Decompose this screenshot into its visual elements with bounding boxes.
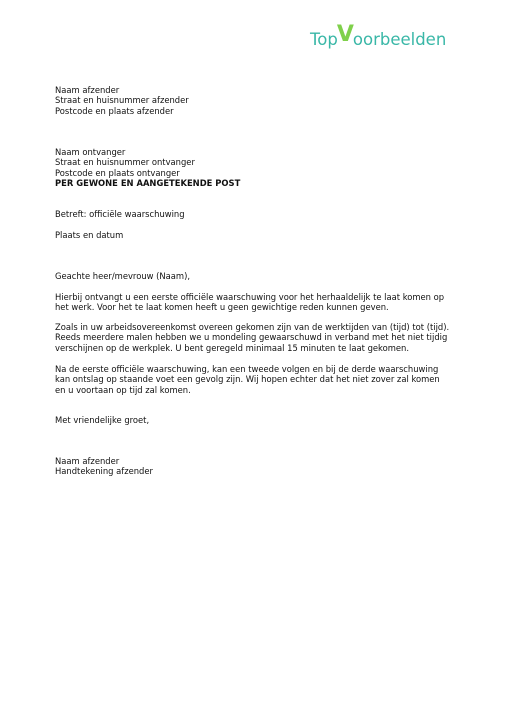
paragraph-2 bbox=[55, 322, 449, 353]
closing bbox=[55, 415, 149, 425]
closing-text: Met vriendelijke groet, bbox=[55, 415, 150, 425]
paragraph-1-line: het werk. Voor het te laat komen heeft u geen gewichtige reden kunnen geven. bbox=[55, 302, 389, 313]
place-date-text: Plaats en datum bbox=[55, 230, 124, 240]
paragraph-3-line: Na de eerste officiële waarschuwing, kan een tweede volgen en bij de derde waarschuwing bbox=[55, 364, 439, 374]
recipient-address bbox=[55, 147, 240, 188]
sender-postcode: Postcode en plaats afzender bbox=[55, 105, 174, 116]
logo-text-rest: oorbeelden bbox=[352, 30, 447, 49]
salutation bbox=[55, 271, 190, 281]
paragraph-3-line: en u voortaan op tijd zal komen. bbox=[55, 384, 191, 395]
paragraph-3-line: kan ontslag op staande voet een gevolg zijn. Wij hopen echter dat het niet zover zal komen bbox=[55, 374, 440, 385]
subject-text: Betreft: officiële waarschuwing bbox=[55, 209, 185, 219]
topvoorbeelden-logo bbox=[310, 22, 447, 51]
place-date bbox=[55, 230, 123, 240]
paragraph-2-line: Reeds meerdere malen hebben we u mondeling gewaarschuwd in verband met het niet tijdig bbox=[55, 332, 448, 343]
sender-street: Straat en huisnummer afzender bbox=[55, 95, 189, 106]
recipient-name: Naam ontvanger bbox=[55, 147, 126, 157]
recipient-postcode: Postcode en plaats ontvanger bbox=[55, 167, 180, 178]
delivery-method: PER GEWONE EN AANGETEKENDE POST bbox=[55, 177, 241, 188]
logo-text-top: Top bbox=[310, 30, 338, 49]
paragraph-3 bbox=[55, 364, 440, 395]
paragraph-1-line: Hierbij ontvangt u een eerste officiële waarschuwing voor het herhaaldelijk te laat komen op bbox=[55, 292, 445, 302]
signature-label: Handtekening afzender bbox=[55, 466, 153, 477]
salutation-text: Geachte heer/mevrouw (Naam), bbox=[55, 271, 191, 281]
paragraph-1 bbox=[55, 292, 444, 313]
paragraph-2-line: Zoals in uw arbeidsovereenkomst overeen gekomen zijn van de werktijden van (tijd) tot (tijd). bbox=[55, 322, 450, 332]
sender-name: Naam afzender bbox=[55, 85, 120, 95]
paragraph-2-line: verschijnen op de werkplek. U bent geregeld minimaal 15 minuten te laat gekomen. bbox=[55, 342, 409, 353]
sender-address bbox=[55, 85, 189, 116]
recipient-street: Straat en huisnummer ontvanger bbox=[55, 157, 195, 168]
signature-name: Naam afzender bbox=[55, 456, 120, 466]
subject-line bbox=[55, 209, 185, 219]
logo-v-check: V bbox=[336, 22, 354, 47]
signature-block bbox=[55, 456, 153, 477]
